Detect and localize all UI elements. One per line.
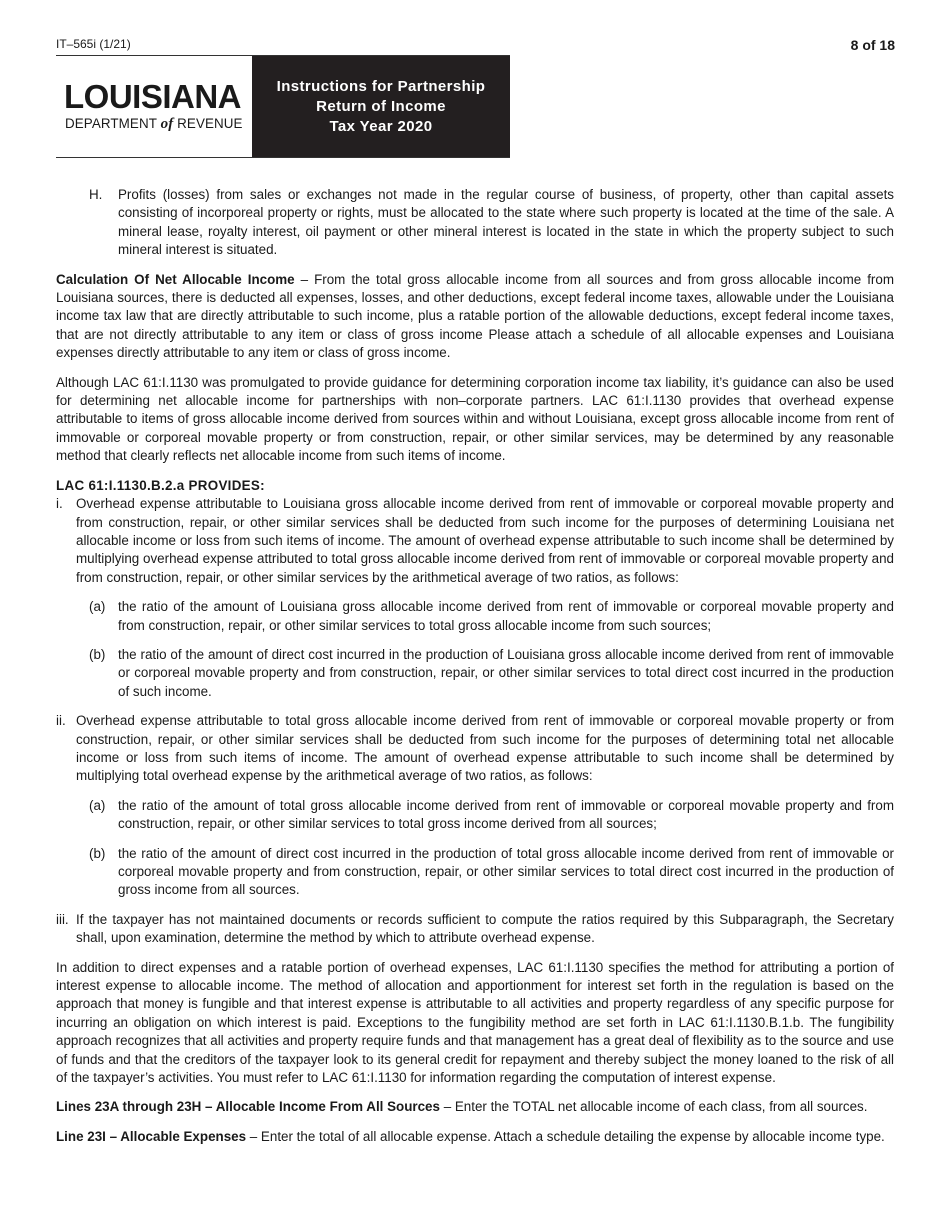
roman-item-iii [56, 911, 894, 948]
sub-text: the ratio of the amount of Louisiana gross allocable income derived from rent of immovable or corporeal movable property and from construction, repair, or other similar services to total gross allocable income from such sources; [118, 599, 894, 633]
roman-text: Overhead expense attributable to total gross allocable income derived from rent of immovable or corporeal movable property or from construction, repair, or other similar services shall be deducted from such income for the purposes of determining total net allocable income or loss from such items of income. The amount of overhead expense attributable to such income shall be determined by multiplying total overhead expense by the arithmetical average of two ratios, as follows: [76, 713, 894, 784]
line-23i-heading: Line 23I – Allocable Expenses [56, 1128, 247, 1144]
louisiana-revenue-logo [56, 56, 252, 157]
roman-item-ii [56, 712, 894, 900]
item-text: Profits (losses) from sales or exchanges not made in the regular course of business, of property, other than capital assets consisting of incorporeal property or rights, must be allocated to the state where such property is located at the time of the sale. A mineral lease, royalty interest, oil payment or other mineral interest is located in the state in which the property subject to such mineral interest is situated. [118, 187, 894, 258]
document-title-box [252, 56, 510, 157]
calculation-paragraph [56, 271, 894, 363]
lines-23a-paragraph [56, 1098, 894, 1116]
sub-label: (a) [89, 797, 106, 813]
title-line-1: Instructions for Partnership [276, 77, 486, 95]
lines-23a-text: – Enter the TOTAL net allocable income of each class, from all sources. [439, 1099, 868, 1115]
document-body [56, 186, 894, 1157]
title-line-2: Return of Income [316, 97, 446, 115]
title-line-3: Tax Year 2020 [329, 117, 433, 135]
although-paragraph: Although LAC 61:I.1130 was promulgated to provide guidance for determining corporation income tax liability, it’s guidance can also be used for determining net allocable income for partnerships with non–corporate partners. LAC 61:I.1130 provides that overhead expense attributable to items of gross allocable income derived from sources within and without Louisiana, except gross allocable income from rent of immovable or corporeal movable property or from construction, repair, or other similar services, may be determined by any reasonable method that clearly reflects net allocable income from such items of income. [56, 374, 894, 464]
logo-sub-dept: DEPARTMENT [65, 116, 157, 131]
roman-label: i. [56, 496, 63, 512]
page-number: 8 of 18 [850, 37, 895, 53]
interest-paragraph: In addition to direct expenses and a ratable portion of overhead expenses, LAC 61:I.1130 specifies the method for attributing a portion of interest expense to allocable income. The method of allocation and apportionment for interest set forth in the regulation is based on the approach that money is fungible and that interest expense is attributable to all activities and property regardless of any specific purpose for incurring an obligation on which interest is paid. Exceptions to the fungibility method are set forth in LAC 61:I.1130.B.1.b. The fungibility approach recognizes that all activities and property require funds and that management has a great deal of flexibility as to the source and use of funds and that the creditors of the taxpayer look to its general credit for repayment and thereby subject the money loaned to the risk of all of the taxpayer’s activities. You must refer to LAC 61:I.1130 for information regarding the computation of interest expense. [56, 959, 894, 1086]
page-header [56, 55, 510, 158]
sub-text: the ratio of the amount of direct cost incurred in the production of Louisiana gross allocable income derived from rent of immovable or corporeal movable property and from construction, repair, or other similar services to total direct cost incurred in the production of such income. [118, 646, 894, 699]
roman-text: If the taxpayer has not maintained documents or records sufficient to compute the ratios required by this Subparagraph, the Secretary shall, upon examination, determine the method by which to attribute overhead expense. [76, 911, 894, 946]
roman-label: iii. [56, 911, 69, 927]
line-23i-text: – Enter the total of all allocable expense. Attach a schedule detailing the expense by allocable income type. [246, 1128, 885, 1144]
line-23i-paragraph [56, 1128, 894, 1146]
logo-subtitle [65, 116, 252, 133]
sub-label: (a) [89, 599, 106, 615]
sub-item-b [89, 845, 894, 900]
lac-heading: LAC 61:I.1130.B.2.a PROVIDES: [56, 477, 265, 493]
sub-item-a [89, 797, 894, 834]
form-id: IT–565i (1/21) [56, 37, 131, 51]
sub-item-a [89, 598, 894, 635]
sub-label: (b) [89, 845, 106, 861]
calculation-heading: Calculation Of Net Allocable Income [56, 271, 295, 287]
sub-text: the ratio of the amount of direct cost incurred in the production of total gross allocable income derived from rent of immovable or corporeal movable property and from construction, repair, or other similar services to total direct cost incurred in the production of gross income from all sources. [118, 845, 894, 898]
list-item-h [89, 186, 894, 260]
roman-label: ii. [56, 713, 66, 729]
roman-text: Overhead expense attributable to Louisiana gross allocable income derived from rent of immovable or corporeal movable property and from construction, repair, or other similar services shall be deducted from such income for the purposes of determining Louisiana net allocable income or loss from such items of income. The amount of overhead expense attributable to such income shall be determined by multiplying overhead expense attributed to total gross allocable income derived from rent of immovable or corporeal movable property and from construction, repair, or other similar services by the arithmetical average of two ratios, as follows: [76, 496, 894, 585]
logo-sub-revenue: REVENUE [177, 116, 243, 131]
sub-item-b [89, 646, 894, 701]
logo-sub-of: of [160, 116, 174, 132]
calculation-text: – From the total gross allocable income from all sources and from gross allocable income from Louisiana sources, there is deducted all expenses, losses, and other deductions, except federal income taxes, allowable under the Louisiana income tax law that are directly attributable to such income, plus a ratable portion of the allowable deductions, except federal income taxes, that are not directly attributable to any item or class of gross income Please attach a schedule of all allocable expenses and Louisiana expenses directly attributable to any item or class of gross income. [56, 271, 894, 361]
lines-23a-heading: Lines 23A through 23H – Allocable Income From All Sources [56, 1099, 440, 1115]
item-label: H. [89, 187, 103, 202]
sub-label: (b) [89, 646, 106, 662]
roman-item-i [56, 495, 894, 701]
logo-wordmark: LOUISIANA [64, 78, 241, 115]
sub-text: the ratio of the amount of total gross allocable income derived from rent of immovable or corporeal movable property and from construction, repair, or other similar services to total gross income derived from all sources; [118, 797, 894, 832]
